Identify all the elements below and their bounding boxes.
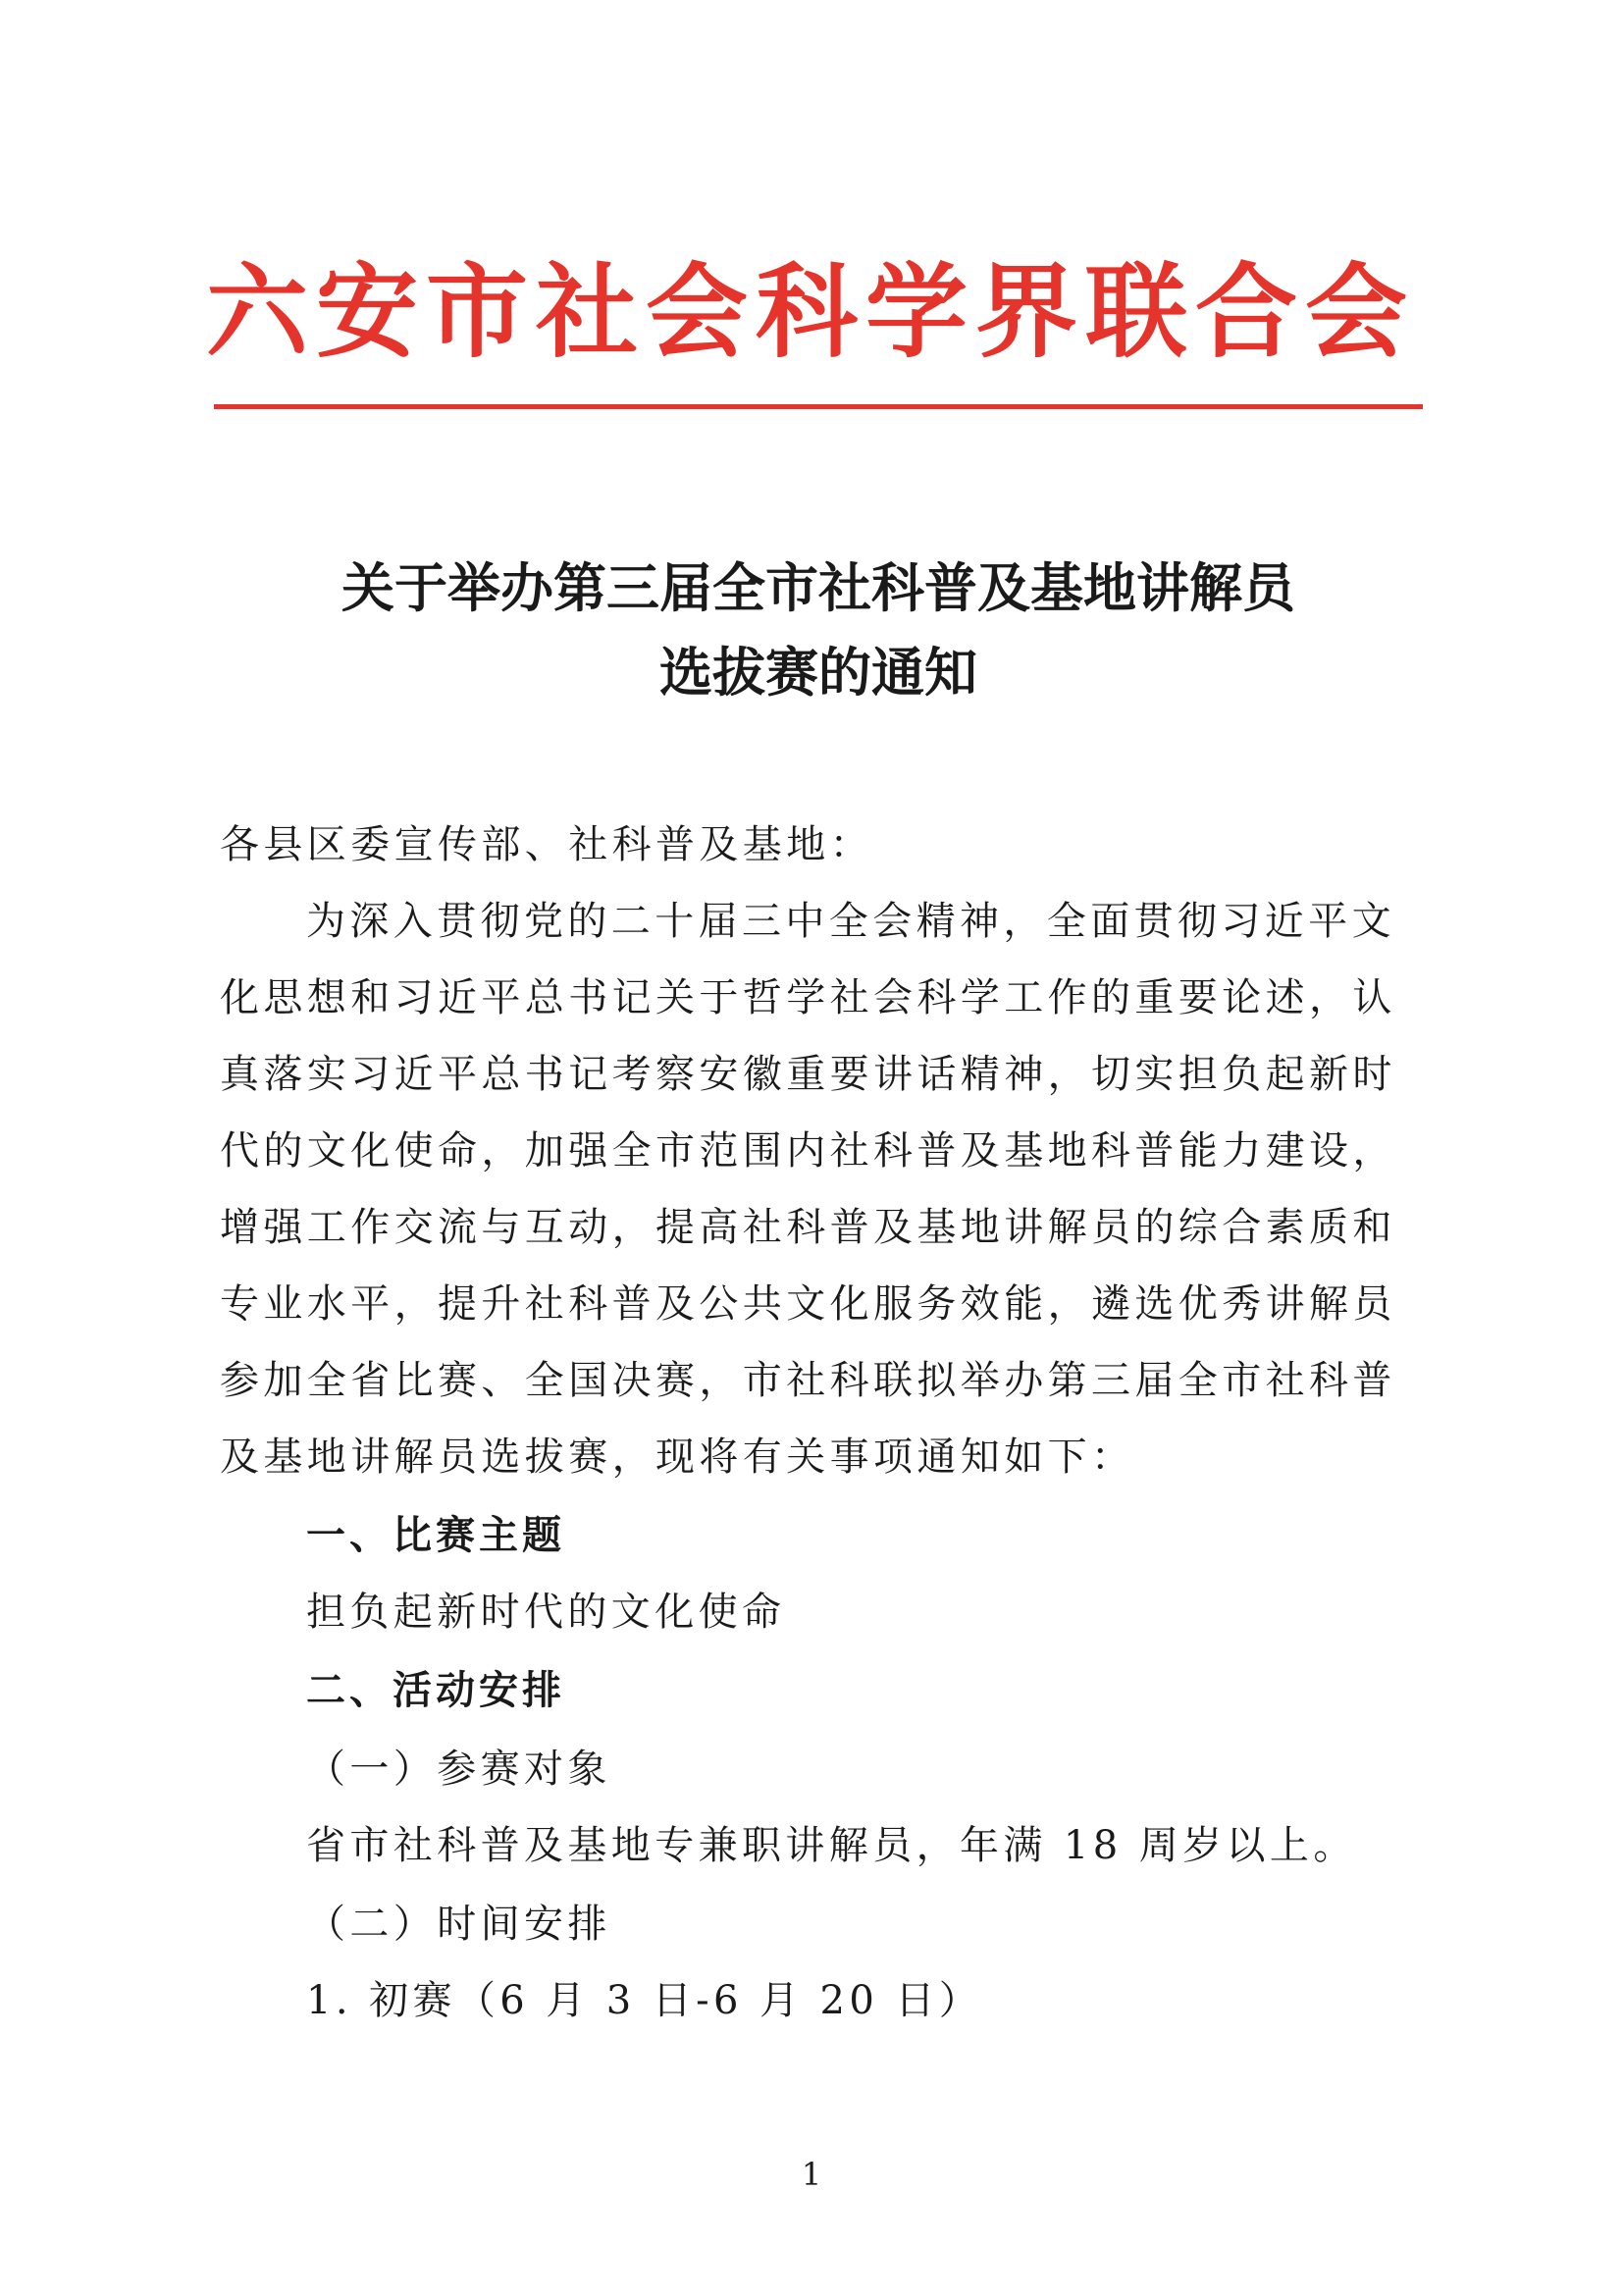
- header-red-rule: [214, 404, 1423, 409]
- subsection-1-heading: （一）参赛对象: [306, 1747, 611, 1792]
- title-line-1: 关于举办第三届全市社科普及基地讲解员: [341, 556, 1295, 619]
- intro-line-8: 及基地讲解员选拔赛，现将有关事项通知如下：: [220, 1435, 1135, 1480]
- salutation: 各县区委宣传部、社科普及基地：: [220, 822, 873, 867]
- subsection-1-text: 省市社科普及基地专兼职讲解员，年满 18 周岁以上。: [306, 1823, 1357, 1868]
- document-title: [214, 546, 1423, 714]
- section-1-heading: 一、比赛主题: [306, 1513, 565, 1558]
- page-number: 1: [801, 2156, 822, 2193]
- subsection-2-heading: （二）时间安排: [306, 1902, 611, 1947]
- intro-line-6: 专业水平，提升社科普及公共文化服务效能，遴选优秀讲解员: [220, 1281, 1396, 1327]
- section-2-heading: 二、活动安排: [306, 1668, 565, 1713]
- intro-line-4: 代的文化使命，加强全市范围内社科普及基地科普能力建设，: [220, 1128, 1396, 1174]
- schedule-item-1: 1. 初赛（6 月 3 日-6 月 20 日）: [306, 1978, 983, 2023]
- intro-line-2: 化思想和习近平总书记关于哲学社会科学工作的重要论述，认: [220, 975, 1396, 1020]
- section-1-text: 担负起新时代的文化使命: [306, 1590, 786, 1635]
- organization-header: 六安市社会科学界联合会: [206, 251, 1416, 372]
- intro-line-5: 增强工作交流与互动，提高社科普及基地讲解员的综合素质和: [220, 1205, 1396, 1250]
- intro-line-7: 参加全省比赛、全国决赛，市社科联拟举办第三届全市社科普: [220, 1358, 1396, 1403]
- intro-line-1: 为深入贯彻党的二十届三中全会精神，全面贯彻习近平文: [306, 899, 1395, 944]
- intro-line-3: 真落实习近平总书记考察安徽重要讲话精神，切实担负起新时: [220, 1052, 1396, 1097]
- title-line-2: 选拔赛的通知: [659, 641, 977, 704]
